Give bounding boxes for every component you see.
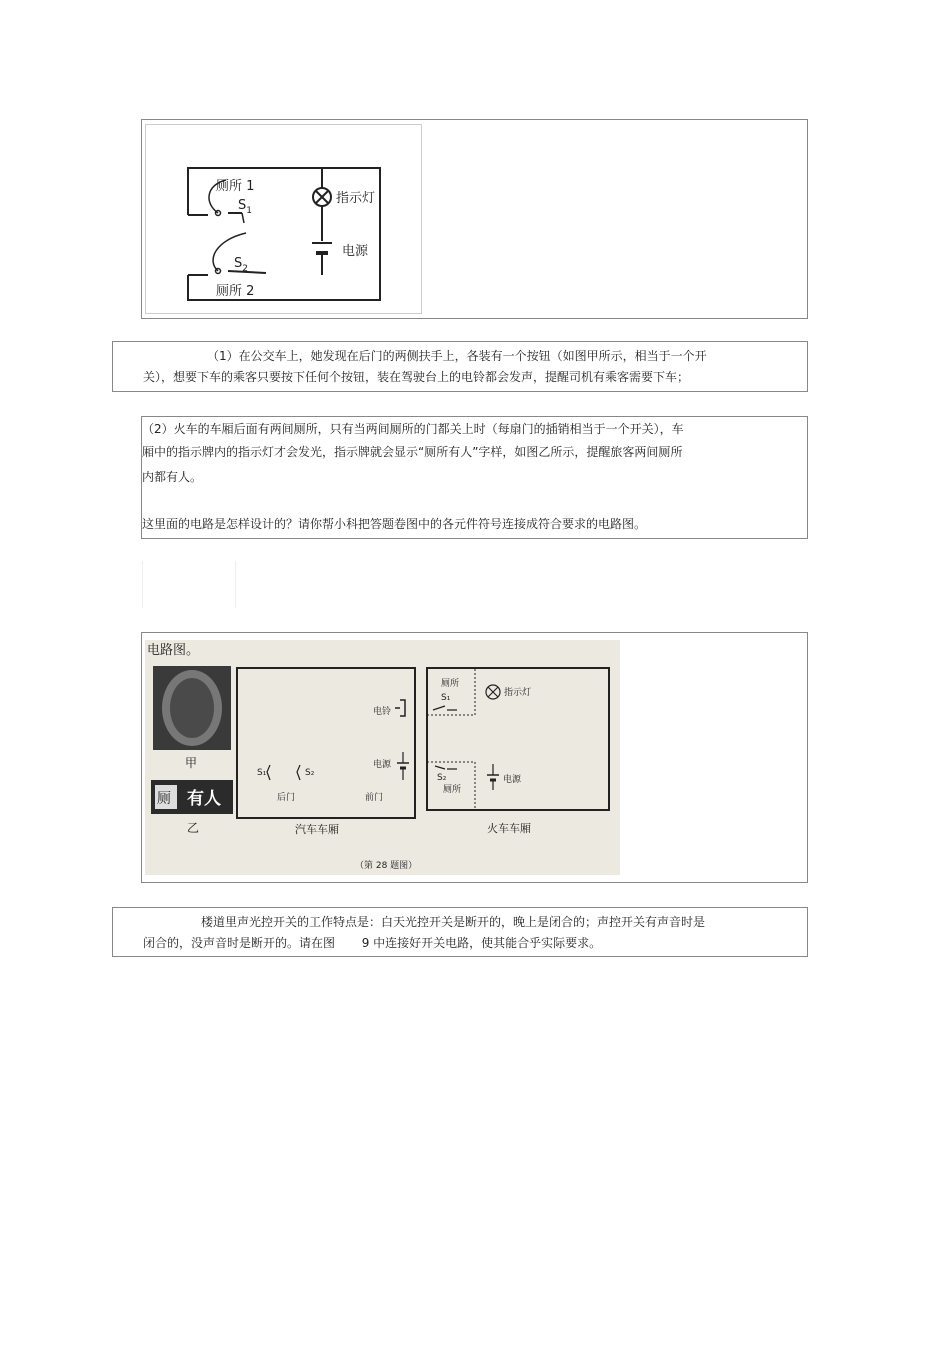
label-bell: 电铃 bbox=[373, 707, 392, 717]
question1-frame bbox=[112, 341, 808, 392]
question2-line2: 厢中的指示牌内的指示灯才会发光，指示牌就会显示“厕所有人”字样，如图乙所示，提醒旅客两间厕所 bbox=[142, 445, 683, 459]
blank-image-placeholder bbox=[142, 561, 236, 608]
caption-fig: （第 28 题图） bbox=[355, 861, 418, 871]
sign-text: 有人 bbox=[187, 789, 221, 809]
question2-frame bbox=[141, 416, 808, 539]
label-s1: $S_1$ bbox=[238, 198, 252, 216]
label-front-door: 前门 bbox=[365, 793, 384, 803]
label-toilet2: 厕所 2 bbox=[216, 284, 255, 299]
toilet-circuit-diagram bbox=[146, 125, 423, 315]
label-power: 电源 bbox=[342, 244, 369, 259]
label-yi: 乙 bbox=[187, 821, 200, 835]
figure2-heading: 电路图。 bbox=[147, 643, 200, 658]
question3-frame bbox=[112, 907, 808, 957]
figure1-frame bbox=[141, 119, 808, 319]
label-s1-bus: S₁ bbox=[257, 768, 267, 778]
label-s2: $S_2$ bbox=[234, 256, 248, 274]
label-toilet-b: 厕所 bbox=[443, 785, 462, 795]
caption-train: 火车车厢 bbox=[487, 822, 531, 835]
svg-text:厕: 厕 bbox=[157, 791, 171, 807]
label-s2-bus: S₂ bbox=[305, 768, 315, 778]
label-toilet1: 厕所 1 bbox=[216, 179, 255, 194]
caption-bus: 汽车车厢 bbox=[295, 823, 339, 836]
question2-line1: （2）火车的车厢后面有两间厕所，只有当两间厕所的门都关上时（每扇门的插销相当于一个开关），车 bbox=[142, 422, 684, 436]
label-s1-train: S₁ bbox=[441, 693, 451, 703]
label-jia: 甲 bbox=[185, 756, 198, 770]
label-lamp-train: 指示灯 bbox=[504, 688, 532, 698]
question1-line2: 关），想要下车的乘客只要按下任何个按钮，装在驾驶台上的电铃都会发声，提醒司机有乘客需要下车； bbox=[143, 370, 690, 384]
label-lamp: 指示灯 bbox=[336, 191, 376, 206]
bus-train-circuit-figure bbox=[145, 640, 620, 875]
question2-line4: 这里面的电路是怎样设计的？请你帮小科把答题卷图中的各元件符号连接成符合要求的电路图。 bbox=[142, 517, 647, 531]
label-back-door: 后门 bbox=[277, 793, 296, 803]
question3-line2: 闭合的，没声音时是断开的。请在图 9 中连接好开关电路，使其能合乎实际要求。 bbox=[143, 936, 602, 950]
label-power-bus: 电源 bbox=[373, 760, 392, 770]
figure2-frame bbox=[141, 632, 808, 883]
question3-line1: 楼道里声光控开关的工作特点是：白天光控开关是断开的，晚上是闭合的；声控开关有声音时是 bbox=[201, 915, 706, 929]
label-toilet-a: 厕所 bbox=[441, 679, 460, 689]
label-s2-train: S₂ bbox=[437, 773, 447, 783]
label-power-train: 电源 bbox=[503, 775, 522, 785]
question2-line3: 内都有人。 bbox=[142, 470, 203, 484]
figure1-inner-frame bbox=[145, 124, 422, 314]
question1-line1: （1）在公交车上，她发现在后门的两侧扶手上，各装有一个按钮（如图甲所示，相当于一个开 bbox=[207, 349, 707, 363]
